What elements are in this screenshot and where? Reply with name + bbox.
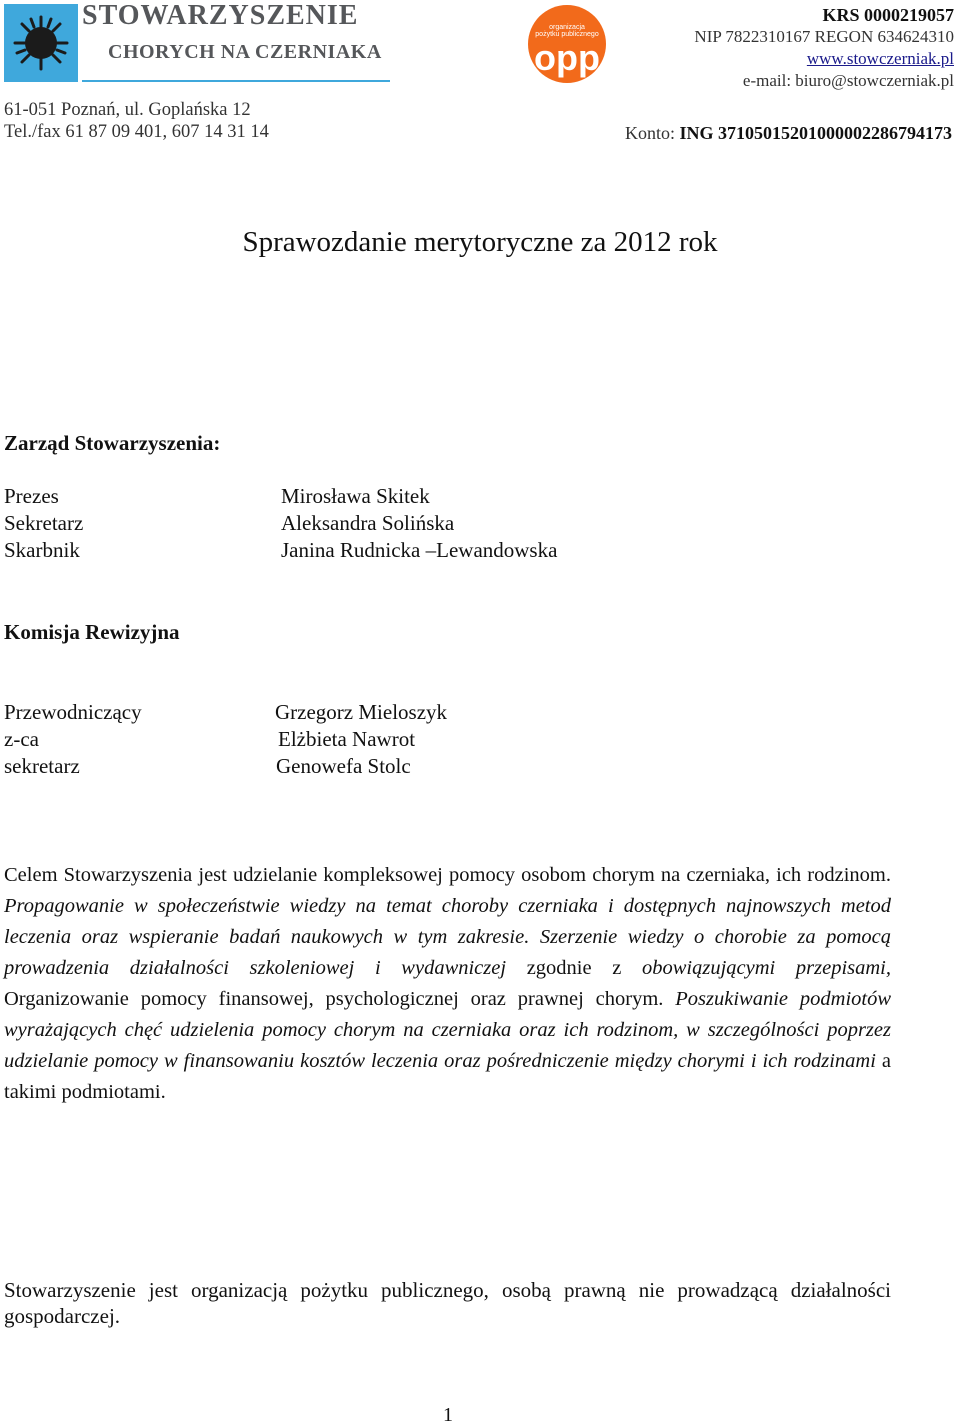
purpose-text: zgodnie z: [526, 957, 642, 979]
website-link[interactable]: www.stowczerniak.pl: [806, 49, 954, 68]
association-logo: [4, 4, 78, 82]
board-role: Prezes: [4, 484, 59, 508]
page-number: 1: [443, 1404, 453, 1426]
bank-account: [625, 123, 952, 144]
committee-member-name: Genowefa Stolc: [276, 754, 411, 778]
opp-logo-caption: organizacja pożytku publicznego: [535, 24, 599, 38]
committee-role: Przewodniczący: [4, 700, 142, 724]
org-phone: Tel./fax 61 87 09 401, 607 14 31 14: [4, 122, 269, 142]
bank-account-label: Konto:: [624, 123, 675, 143]
audit-committee-heading: Komisja Rewizyjna: [4, 620, 180, 644]
purpose-text-italic: obowiązującymi przepisami,: [642, 957, 891, 979]
committee-role: sekretarz: [4, 754, 80, 778]
email-address: e-mail: biuro@stowczerniak.pl: [742, 71, 954, 90]
board-role: Skarbnik: [4, 538, 80, 562]
legal-status-paragraph: Stowarzyszenie jest organizacją pożytku publicznego, osobą prawną nie prowadzącą działalności gospodarczej.: [4, 1278, 891, 1328]
committee-member-name: Elżbieta Nawrot: [278, 727, 416, 751]
bank-account-number: ING 37105015201000002286794173: [679, 123, 952, 143]
board-member-name: Aleksandra Solińska: [281, 511, 455, 535]
committee-role: z-ca: [4, 727, 39, 751]
opp-logo-letters: opp: [534, 37, 600, 78]
board-heading: Zarząd Stowarzyszenia:: [4, 431, 221, 455]
purpose-text: Organizowanie pomocy finansowej, psychologicznej oraz prawnej chorym.: [4, 988, 676, 1010]
melanoma-logo-icon: [11, 13, 71, 73]
purpose-text-italic: Propagowanie w społeczeństwie wiedzy na temat choroby czerniaka i dostępnych najnowszych metod leczenia oraz wspieranie badań naukowych w tym zakresie. Szerzenie wiedzy o chorobie za pomocą prowadzenia działalności szkoleniowej i wydawniczej: [4, 895, 891, 979]
purpose-text-italic: Poszukiwanie podmiotów wyrażających chęć udzielenia pomocy chorym na czerniaka oraz ich rodzinom, w szczególności poprzez udzielanie pomocy w finansowaniu kosztów leczenia oraz pośredniczenie między chorymi i ich rodzinami: [4, 988, 892, 1072]
document-title: Sprawozdanie merytoryczne za 2012 rok: [242, 226, 718, 258]
purpose-paragraph: [4, 860, 891, 1108]
org-name-line1: STOWARZYSZENIE: [82, 0, 359, 31]
purpose-text: a takimi podmiotami.: [4, 1050, 891, 1103]
board-member-name: Mirosława Skitek: [281, 484, 430, 508]
purpose-text: Celem Stowarzyszenia jest udzielanie kompleksowej pomocy osobom chorym na czerniaka, ich rodzinom.: [4, 864, 891, 886]
opp-logo-icon: [527, 4, 607, 84]
nip-regon: NIP 7822310167 REGON 634624310: [694, 27, 954, 46]
board-role: Sekretarz: [4, 511, 84, 535]
org-address: 61-051 Poznań, ul. Goplańska 12: [4, 100, 251, 120]
krs-number: KRS 0000219057: [822, 5, 954, 25]
board-member-name: Janina Rudnicka –Lewandowska: [281, 538, 558, 562]
committee-member-name: Grzegorz Mieloszyk: [275, 700, 448, 724]
header-divider: [82, 80, 390, 82]
org-name-line2: CHORYCH NA CZERNIAKA: [108, 41, 382, 63]
